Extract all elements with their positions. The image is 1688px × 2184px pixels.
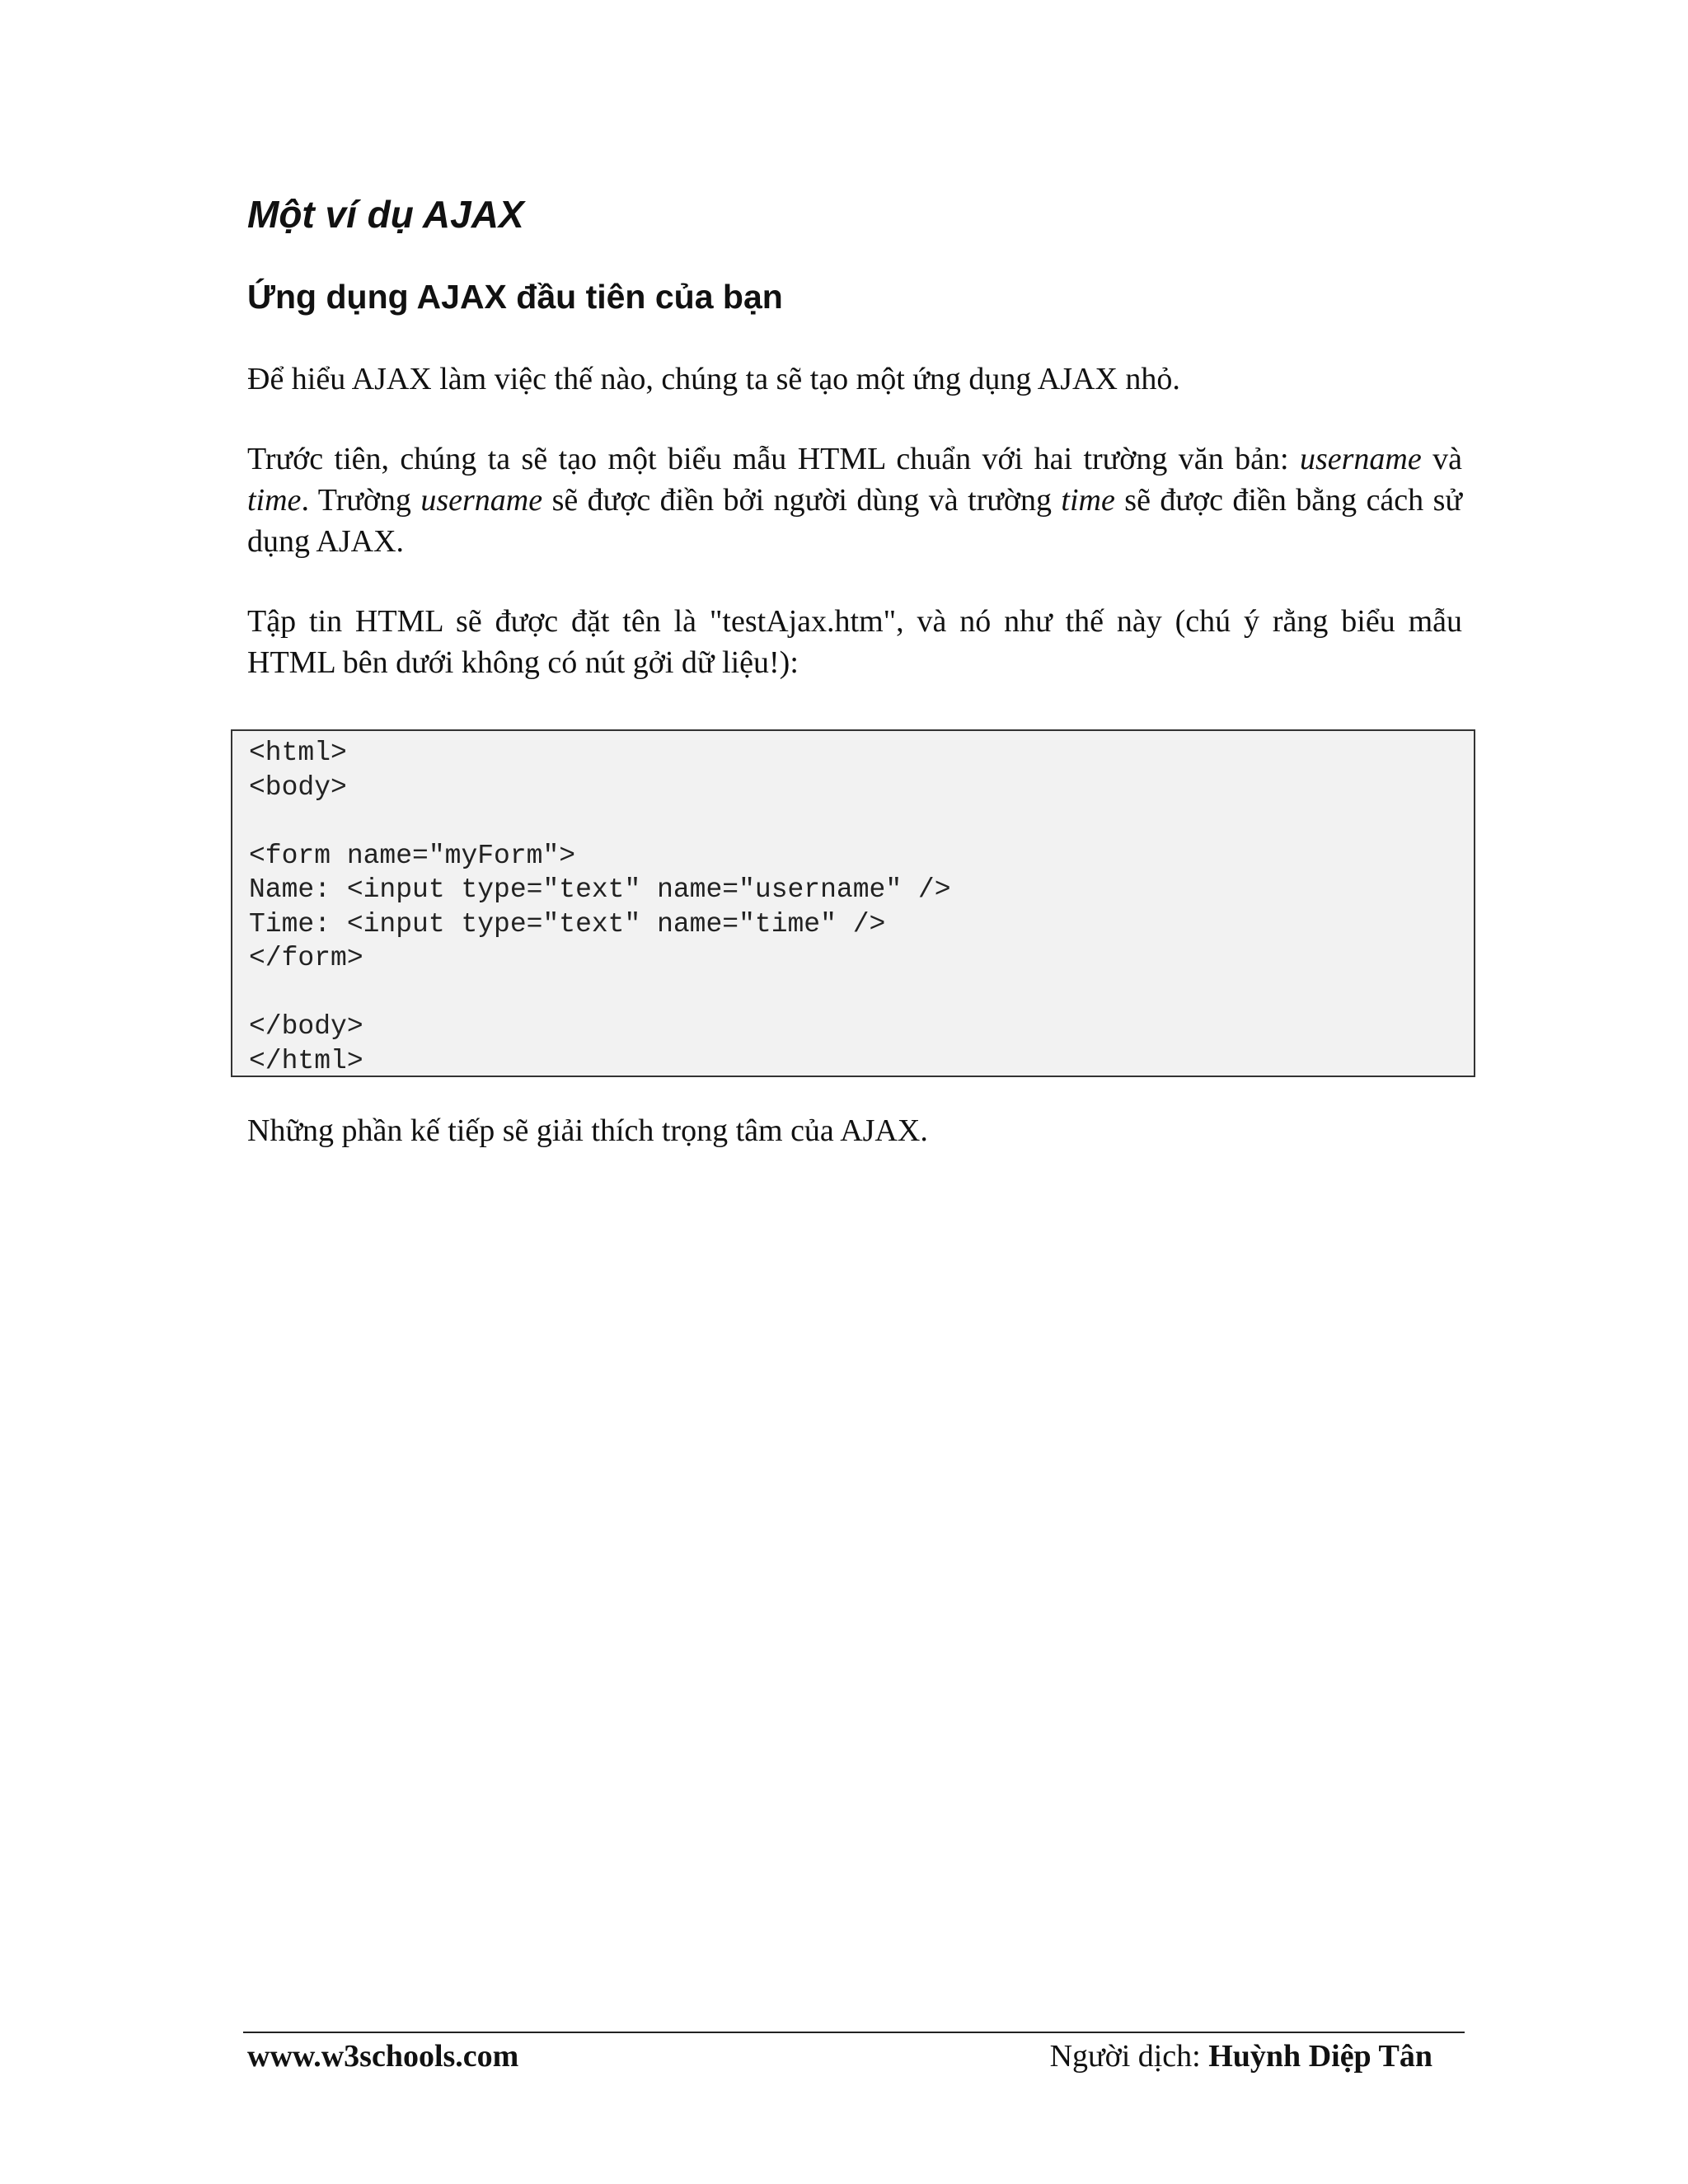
document-page	[247, 193, 1462, 1148]
footer-translator	[1050, 2036, 1432, 2077]
code-line: </html>	[249, 1045, 363, 1076]
code-line: <html>	[249, 738, 347, 768]
code-line: </form>	[249, 943, 363, 973]
page-heading: Một ví dụ AJAX	[247, 193, 524, 236]
code-line: Time: <input type="text" name="time" />	[249, 908, 886, 940]
translator-name: Huỳnh Diệp Tân	[1208, 2039, 1432, 2074]
time-term: time	[1061, 483, 1115, 518]
code-line: <body>	[249, 771, 347, 803]
username-term: username	[1299, 442, 1422, 476]
code-line	[249, 976, 1474, 1010]
username-term: username	[420, 483, 543, 518]
footer-divider	[243, 2032, 1465, 2033]
file-description-paragraph: Tập tin HTML sẽ được đặt tên là "testAjax.htm", và nó như thế này (chú ý rằng biểu mẫu HTML bên dưới không có nút gởi dữ liệu!):	[247, 604, 1462, 680]
code-line: </body>	[249, 1011, 363, 1042]
intro-paragraph: Để hiểu AJAX làm việc thế nào, chúng ta sẽ tạo một ứng dụng AJAX nhỏ.	[247, 362, 1180, 396]
section-subheading: Ứng dụng AJAX đầu tiên của bạn	[247, 278, 783, 316]
code-line	[249, 804, 1474, 839]
code-block	[231, 729, 1475, 1077]
translator-label: Người dịch:	[1049, 2039, 1209, 2074]
code-line: Name: <input type="text" name="username" />	[249, 874, 951, 905]
time-term: time	[247, 483, 302, 518]
footer-website: www.w3schools.com	[247, 2039, 519, 2074]
closing-paragraph: Những phần kế tiếp sẽ giải thích trọng tâm của AJAX.	[247, 1113, 928, 1148]
form-description-paragraph: Trước tiên, chúng ta sẽ tạo một biểu mẫu HTML chuẩn với hai trường văn bản: username và time. Trường username sẽ được điền bởi người dùng và trường time sẽ được điền bằng cách sử dụng AJAX.	[247, 442, 1462, 559]
code-line: <form name="myForm">	[249, 840, 576, 871]
